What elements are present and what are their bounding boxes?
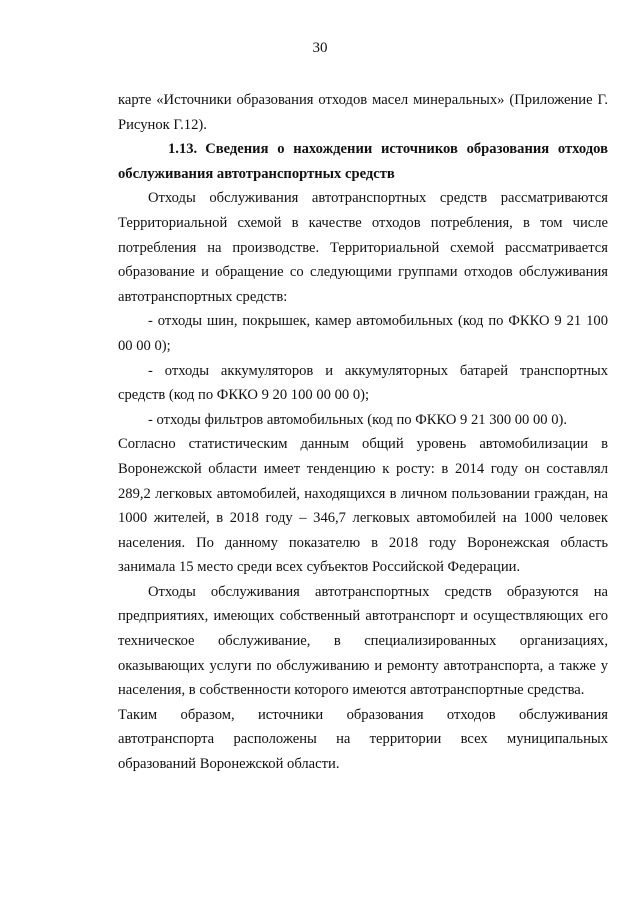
section-number: 1.13. [168,141,198,158]
page-number: 30 [312,40,328,56]
intro-paragraph: карте «Источники образования отходов масел минеральных» (Приложение Г. Рисунок Г.12). [118,92,608,133]
paragraph-motorization-statistics: Согласно статистическим данным общий уровень автомобилизации в Воронежской области имеет тенденцию к росту: в 2014 году он составлял 289,2 легковых автомобилей, находящихся в личном пользовании граждан, на 1000 жителей, в 2018 году – 346,7 легковых автомобилей на 1000 человек населения. По данному показателю в 2018 году Воронежская область занимала 15 место среди всех субъектов Российской Федерации. [118,436,608,576]
section-title: Сведения о нахождении источников образования отходов обслуживания автотранспортных средств [118,141,608,182]
paragraph-waste-categories: Отходы обслуживания автотранспортных средств рассматриваются Территориальной схемой в качестве отходов потребления, в том числе потребления на производстве. Территориальной схемой рассматривается образование и обращение со следующими группами отходов обслуживания автотранспортных средств: [118,190,608,305]
section-heading [118,137,608,186]
paragraph-waste-sources: Отходы обслуживания автотранспортных средств образуются на предприятиях, имеющих собственный автотранспорт и осуществляющих его техническое обслуживание, в специализированных организациях, оказывающих услуги по обслуживанию и ремонту автотранспорта, а также у населения, в собственности которого имеются автотранспортные средства. [118,583,608,699]
list-item-tires: - отходы шин, покрышек, камер автомобильных (код по ФККО 9 21 100 00 00 0); [118,313,608,354]
paragraph-conclusion: Таким образом, источники образования отходов обслуживания автотранспорта расположены на территории всех муниципальных образований Воронежской области. [118,706,608,773]
list-item-filters: - отходы фильтров автомобильных (код по ФККО 9 21 300 00 00 0). [148,411,568,428]
document-body [118,88,608,777]
list-item-batteries: - отходы аккумуляторов и аккумуляторных батарей транспортных средств (код по ФККО 9 20 100 00 00 0); [118,362,608,404]
